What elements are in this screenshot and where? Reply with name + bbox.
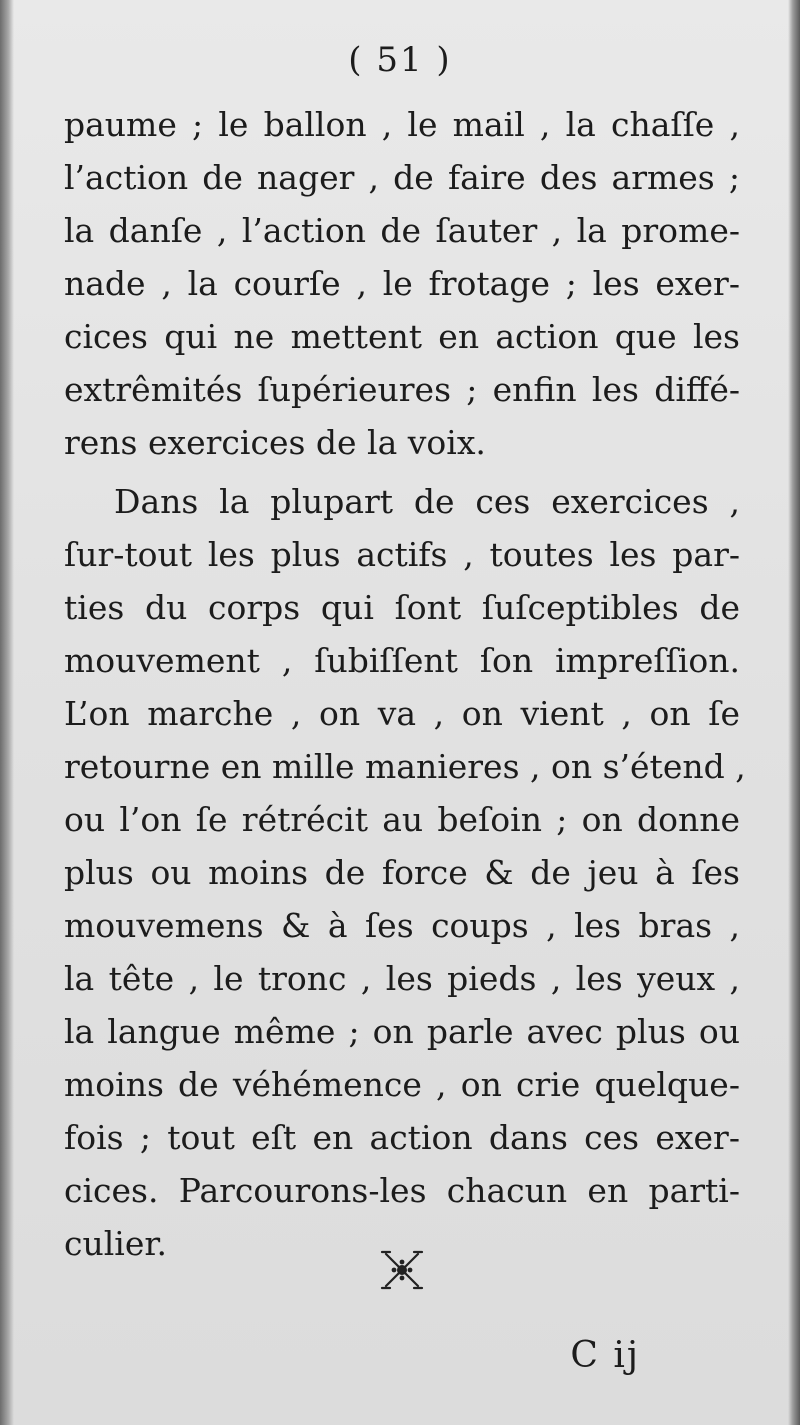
text-line: ou l’on ſe rétrécit au beſoin ; on donne [64, 800, 740, 839]
text-line: cices qui ne mettent en action que les [64, 317, 740, 356]
text-line: fois ; tout eſt en action dans ces exer- [64, 1118, 740, 1157]
text-line: paume ; le ballon , le mail , la chaſſe , [64, 105, 740, 144]
text-line: mouvement , ſubiſſent ſon impreſſion. [64, 641, 740, 680]
scan-edge-right [788, 0, 800, 1425]
text-line: ſur-tout les plus actifs , toutes les par- [64, 535, 740, 574]
body-text [64, 98, 746, 1270]
text-line: mouvemens & à ſes coups , les bras , [64, 906, 740, 945]
scan-edge-left [0, 0, 14, 1425]
text-line: retourne en mille manieres , on s’étend , [64, 747, 746, 786]
text-line: Dans la plupart de ces exercices , [114, 482, 740, 521]
text-line: plus ou moins de force & de jeu à ſes [64, 853, 740, 892]
page-number: ( 51 ) [348, 40, 452, 80]
text-line: extrêmités ſupérieures ; enfin les diffé- [64, 370, 740, 409]
text-line: l’action de nager , de faire des armes ; [64, 158, 740, 197]
fleuron-ornament-icon [380, 1248, 424, 1292]
signature-mark: C ij [570, 1335, 640, 1376]
text-line: la langue même ; on parle avec plus ou [64, 1012, 740, 1051]
text-line: L’on marche , on va , on vient , on ſe [64, 694, 740, 733]
text-line: ties du corps qui ſont ſuſceptibles de [64, 588, 740, 627]
text-line: la tête , le tronc , les pieds , les yeux , [64, 959, 740, 998]
text-line: cices. Parcourons-les chacun en parti- [64, 1171, 740, 1210]
text-line: rens exercices de la voix. [64, 423, 486, 462]
text-line: moins de véhémence , on crie quelque- [64, 1065, 740, 1104]
text-line: nade , la courſe , le frotage ; les exer- [64, 264, 740, 303]
text-line: la danſe , l’action de ſauter , la prome- [64, 211, 740, 250]
text-line: culier. [64, 1224, 168, 1263]
